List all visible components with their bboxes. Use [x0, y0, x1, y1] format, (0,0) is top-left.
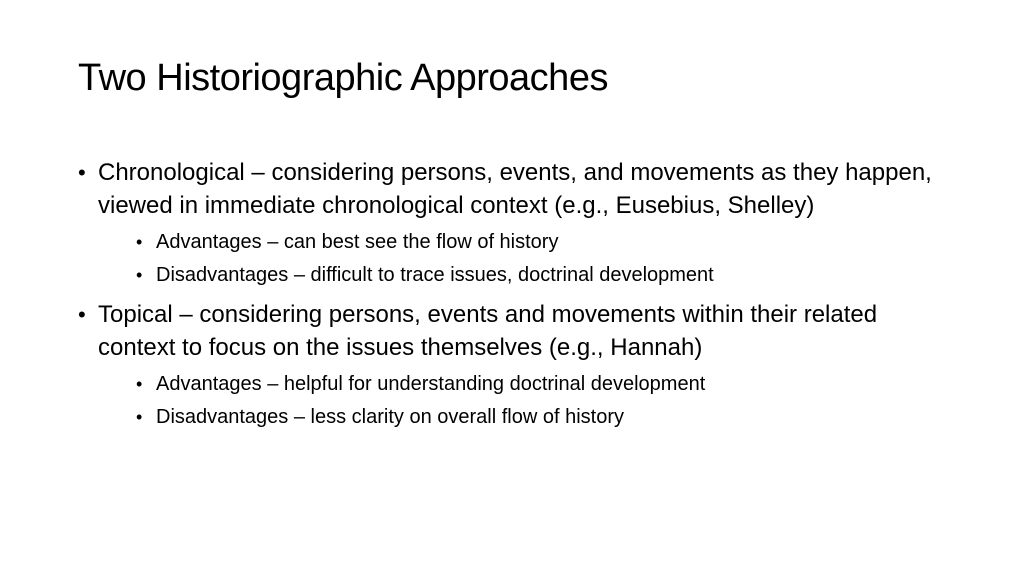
bullet-dot-icon: •: [78, 160, 86, 185]
sub-bullet-dot-icon: •: [136, 265, 143, 285]
sub-bullet-advantages: [98, 226, 958, 259]
bullet-dot-icon: •: [78, 302, 86, 327]
sub-bullet-dot-icon: •: [136, 232, 143, 252]
sub-bullet-disadvantages: [98, 259, 958, 292]
slide-content: [78, 156, 958, 440]
sub-bullet-list: [98, 368, 958, 434]
sub-bullet-list: [98, 226, 958, 292]
sub-bullet-dot-icon: •: [136, 374, 143, 394]
sub-bullet-text: Disadvantages – less clarity on overall flow of history: [156, 406, 624, 428]
bullet-list: [78, 156, 958, 434]
bullet-chronological: [78, 156, 958, 292]
bullet-text: Chronological – considering persons, events, and movements as they happen, viewed in immediate chronological context (e.g., Eusebius, Shelley): [98, 159, 932, 219]
bullet-text: Topical – considering persons, events and movements within their related context to focus on the issues themselves (e.g., Hannah): [98, 301, 878, 361]
sub-bullet-advantages: [98, 368, 958, 401]
sub-bullet-text: Advantages – helpful for understanding doctrinal development: [156, 373, 706, 395]
sub-bullet-text: Disadvantages – difficult to trace issues, doctrinal development: [156, 264, 714, 286]
sub-bullet-dot-icon: •: [136, 407, 143, 427]
slide-title: Two Historiographic Approaches: [78, 57, 608, 99]
sub-bullet-disadvantages: [98, 401, 958, 434]
bullet-topical: [78, 298, 958, 434]
sub-bullet-text: Advantages – can best see the flow of history: [156, 231, 559, 253]
